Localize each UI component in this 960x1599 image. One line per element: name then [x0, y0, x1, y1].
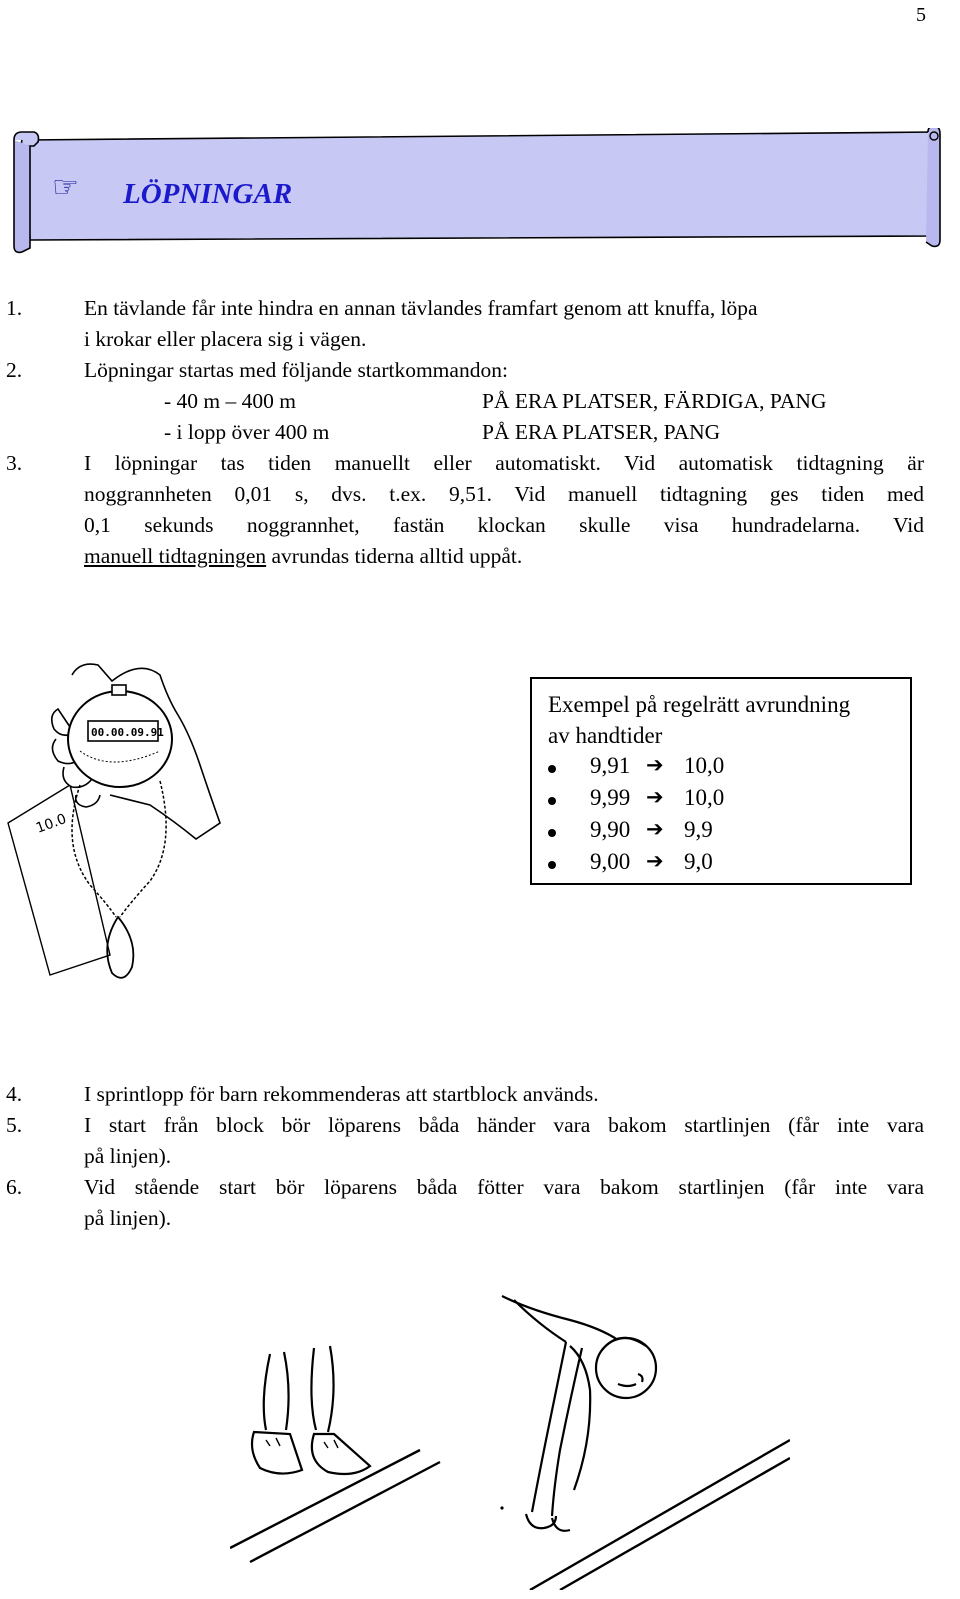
stopwatch-display: 00.00.09.91	[91, 726, 164, 739]
bullet-icon	[548, 861, 556, 869]
example-to: 9,0	[684, 849, 713, 874]
example-title-line: av handtider	[548, 723, 663, 748]
list-text-line: noggrannheten 0,01 s, dvs. t.ex. 9,51. Vid manuell tidtagning ges tiden med	[84, 482, 924, 506]
command-distance: - i lopp över 400 m	[164, 420, 330, 444]
time-card-text: 10.0	[33, 811, 69, 837]
example-from: 9,00	[590, 849, 631, 874]
list-text-line: på linjen).	[84, 1206, 172, 1230]
standing-legs-drawing	[252, 1346, 370, 1474]
example-title	[548, 689, 850, 751]
right-arrow-icon: ➔	[646, 849, 664, 873]
list-text-line: I sprintlopp för barn rekommenderas att startblock används.	[84, 1082, 599, 1106]
stopwatch-hand-illustration	[0, 655, 240, 995]
list-item-4	[0, 1079, 960, 1110]
list-number: 2.	[6, 358, 23, 382]
right-arrow-icon: ➔	[646, 817, 664, 841]
list-text-line: Vid stående start bör löparens båda fötter vara bakom startlinjen (får inte vara	[84, 1175, 924, 1199]
example-to: 10,0	[684, 785, 725, 810]
list-text-line	[84, 541, 522, 572]
list-number: 1.	[6, 296, 23, 320]
list-number: 3.	[6, 451, 23, 475]
example-from: 9,90	[590, 817, 631, 842]
start-line-right	[530, 1440, 790, 1590]
section-banner	[10, 128, 942, 256]
command-distance: - 40 m – 400 m	[164, 389, 296, 413]
right-arrow-icon: ➔	[646, 785, 664, 809]
command-text: PÅ ERA PLATSER, FÄRDIGA, PANG	[482, 389, 827, 413]
list-text-line: I start från block bör löparens båda händer vara bakom startlinjen (får inte vara	[84, 1113, 924, 1137]
list-text-line: 0,1 sekunds noggrannhet, fastän klockan skulle visa hundradelarna. Vid	[84, 513, 924, 537]
list-text-line: i krokar eller placera sig i vägen.	[84, 327, 367, 351]
list-item-3	[0, 448, 960, 572]
list-item-5	[0, 1110, 960, 1172]
example-from: 9,91	[590, 753, 631, 778]
start-position-illustration	[230, 1290, 790, 1590]
list-item-1	[0, 293, 960, 355]
list-item-2	[0, 355, 960, 448]
list-text-line: Löpningar startas med följande startkommandon:	[84, 358, 508, 382]
list-item-6	[0, 1172, 960, 1234]
list-text-line: I löpningar tas tiden manuellt eller automatiskt. Vid automatisk tidtagning är	[84, 451, 924, 475]
underlined-phrase: manuell tidtagningen	[84, 544, 267, 568]
list-number: 4.	[6, 1082, 23, 1106]
section-title: LÖPNINGAR	[123, 178, 293, 210]
crouched-runner-drawing	[502, 1296, 656, 1531]
list-number: 5.	[6, 1113, 23, 1137]
list-text-rest: avrundas tiderna alltid uppåt.	[266, 544, 523, 568]
example-to: 10,0	[684, 753, 725, 778]
pointing-hand-icon: ☞	[52, 170, 79, 205]
list-number: 6.	[6, 1175, 23, 1199]
list-text-line: på linjen).	[84, 1144, 172, 1168]
list-text-line: En tävlande får inte hindra en annan tävlandes framfart genom att knuffa, löpa	[84, 296, 758, 320]
command-text: PÅ ERA PLATSER, PANG	[482, 420, 721, 444]
right-arrow-icon: ➔	[646, 753, 664, 777]
page-number: 5	[916, 4, 926, 26]
example-title-line: Exempel på regelrätt avrundning	[548, 692, 851, 717]
rounding-example-box	[530, 677, 912, 885]
bullet-icon	[548, 829, 556, 837]
bullet-icon	[548, 765, 556, 773]
example-to: 9,9	[684, 817, 713, 842]
bullet-icon	[548, 797, 556, 805]
example-from: 9,99	[590, 785, 631, 810]
